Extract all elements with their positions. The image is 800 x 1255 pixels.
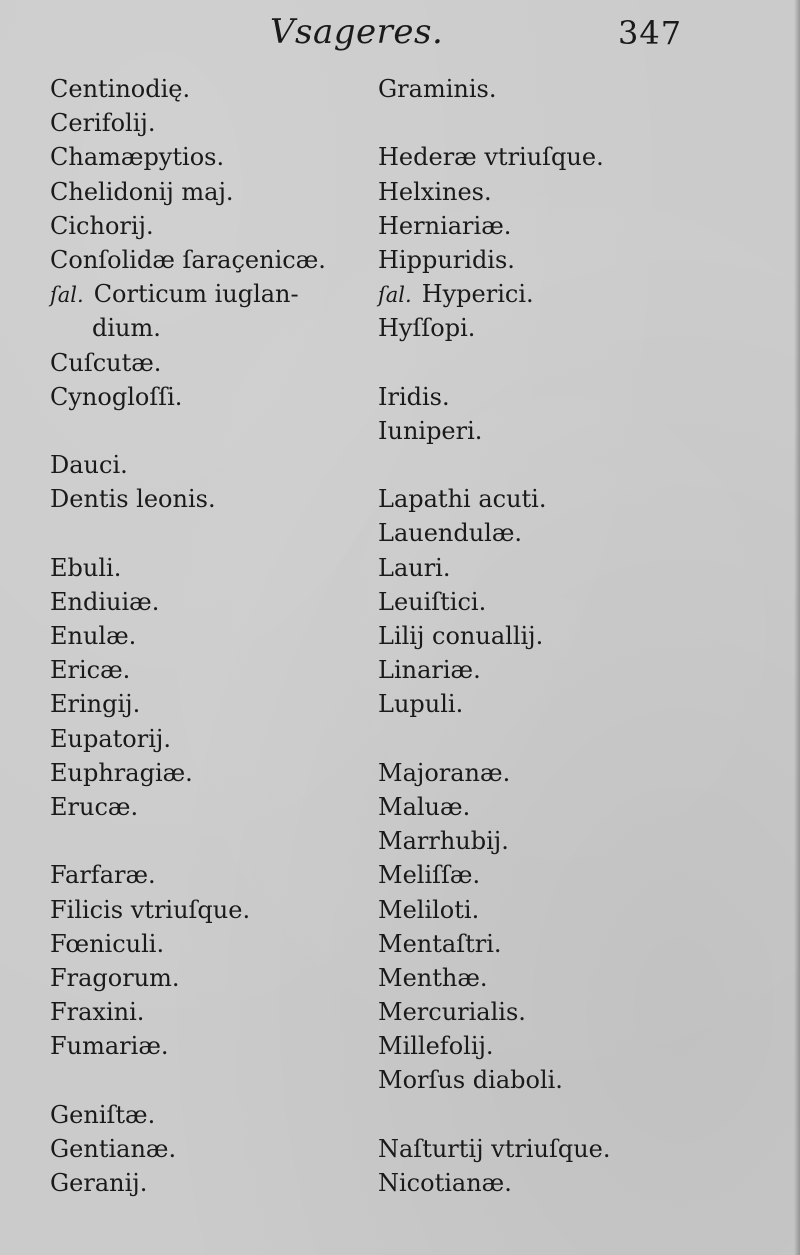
list-item [378, 619, 738, 653]
list-spacer [50, 414, 410, 448]
running-header-title: Vsageres. [270, 12, 444, 52]
entry-text: Naſturtij vtriuſque. [378, 1134, 611, 1163]
list-item [50, 175, 410, 209]
list-item [50, 1098, 410, 1132]
list-item [378, 893, 738, 927]
list-item [50, 72, 410, 106]
list-item [50, 619, 410, 653]
entry-text: Cerifolij. [50, 109, 156, 138]
entry-text: Lapathi acuti. [378, 485, 547, 514]
entry-text: Leuiſtici. [378, 587, 487, 616]
entry-text: Morſus diaboli. [378, 1066, 563, 1095]
list-item [378, 961, 738, 995]
list-item [378, 1063, 738, 1097]
entry-text: Nicotianæ. [378, 1169, 512, 1197]
entry-text: Endiuiæ. [50, 587, 160, 616]
entry-text: Fumariæ. [50, 1032, 169, 1061]
entry-prefix: ſal. [378, 283, 412, 308]
entry-text: Herniariæ. [378, 211, 512, 240]
list-item [50, 482, 410, 516]
entry-text: Linariæ. [378, 656, 481, 685]
list-spacer [378, 106, 738, 140]
list-item [378, 858, 738, 892]
entry-text: Chelidonij maj. [50, 177, 234, 206]
entry-text: Filicis vtriuſque. [50, 895, 251, 924]
list-item [50, 927, 410, 961]
list-spacer [50, 516, 410, 550]
entry-text: Marrhubij. [378, 827, 509, 856]
list-spacer [378, 448, 738, 482]
entry-text: Lilij conuallij. [378, 622, 544, 650]
right-column-list [378, 72, 738, 1200]
entry-text: Geniſtæ. [50, 1100, 156, 1129]
list-item [378, 1029, 738, 1063]
entry-text: Menthæ. [378, 963, 488, 992]
entry-text: Lauendulæ. [378, 519, 523, 548]
entry-text: Conſolidæ ſaraçenicæ. [50, 245, 326, 274]
list-item [378, 1132, 738, 1166]
entry-text: Hederæ vtriuſque. [378, 143, 604, 172]
entry-text: Hyperici. [421, 280, 534, 309]
entry-text: Iridis. [378, 382, 450, 411]
list-item [50, 448, 410, 482]
list-item [50, 380, 410, 414]
entry-text: Hyſſopi. [378, 314, 476, 343]
list-item [378, 516, 738, 550]
list-spacer [378, 722, 738, 756]
list-item [50, 551, 410, 585]
entry-text: Corticum iuglan- [93, 280, 299, 309]
list-item [50, 106, 410, 140]
list-item [50, 209, 410, 243]
entry-text: Fraxini. [50, 998, 145, 1027]
entry-text: Iuniperi. [378, 416, 483, 445]
entry-text: Helxines. [378, 177, 492, 206]
list-item [378, 140, 738, 174]
entry-text: Eringij. [50, 690, 141, 719]
entry-text: Gentianæ. [50, 1134, 177, 1163]
list-item [378, 551, 738, 585]
list-spacer [378, 346, 738, 380]
list-spacer [50, 1063, 410, 1097]
list-item [378, 311, 738, 345]
entry-text: Dauci. [50, 451, 128, 480]
entry-text: Graminis. [378, 75, 497, 103]
list-item [378, 824, 738, 858]
list-item [378, 995, 738, 1029]
entry-text: Dentis leonis. [50, 485, 216, 514]
list-spacer [378, 1098, 738, 1132]
entry-text: Lauri. [378, 553, 451, 582]
list-item [378, 790, 738, 824]
entry-text: Fœniculi. [50, 929, 165, 958]
list-item [50, 140, 410, 174]
entry-text: Ericæ. [50, 656, 131, 685]
list-item [378, 175, 738, 209]
list-item [50, 346, 410, 380]
list-item [378, 1166, 738, 1200]
entry-text: Maluæ. [378, 792, 471, 821]
list-item [50, 722, 410, 756]
entry-prefix: ſal. [50, 283, 84, 308]
list-item [50, 653, 410, 687]
entry-text: Mercurialis. [378, 998, 526, 1027]
entry-text: Millefolij. [378, 1032, 494, 1061]
list-item [378, 277, 738, 311]
entry-text: Meliloti. [378, 895, 480, 924]
entry-text: Ebuli. [50, 553, 122, 582]
entry-text: Mentaſtri. [378, 929, 502, 958]
list-item [50, 687, 410, 721]
list-item [378, 756, 738, 790]
entry-text: Enulæ. [50, 622, 137, 650]
list-item [50, 243, 410, 277]
entry-text: Centinodię. [50, 75, 191, 103]
list-item [378, 209, 738, 243]
entry-text: Farfaræ. [50, 861, 156, 890]
list-item [378, 653, 738, 687]
list-item [50, 1166, 410, 1200]
entry-text: Eupatorij. [50, 724, 171, 753]
list-item [50, 585, 410, 619]
page-edge-shadow [794, 0, 800, 1255]
list-item [50, 311, 410, 345]
list-item [50, 277, 410, 311]
list-item [50, 756, 410, 790]
list-item [378, 243, 738, 277]
entry-text: Chamæpytios. [50, 143, 225, 172]
entry-text: Hippuridis. [378, 245, 515, 274]
entry-text: Fragorum. [50, 963, 180, 992]
entry-text: Euphragiæ. [50, 758, 193, 787]
entry-text: Meliſſæ. [378, 861, 481, 890]
page-number: 347 [618, 14, 683, 52]
list-item [50, 790, 410, 824]
entry-text: Lupuli. [378, 690, 464, 719]
entry-text: Majoranæ. [378, 758, 511, 787]
list-item [378, 72, 738, 106]
list-item [50, 893, 410, 927]
list-item [50, 995, 410, 1029]
left-column-list [50, 72, 410, 1200]
list-item [378, 482, 738, 516]
list-spacer [50, 824, 410, 858]
list-item [378, 585, 738, 619]
list-item [50, 961, 410, 995]
list-item [50, 1029, 410, 1063]
list-item [50, 858, 410, 892]
list-item [50, 1132, 410, 1166]
entry-text: Erucæ. [50, 792, 139, 821]
entry-text: Cichorij. [50, 211, 154, 240]
list-item [378, 380, 738, 414]
entry-text: dium. [92, 314, 161, 343]
list-item [378, 927, 738, 961]
entry-text: Cuſcutæ. [50, 348, 162, 377]
entry-text: Geranij. [50, 1169, 148, 1197]
list-item [378, 687, 738, 721]
entry-text: Cynogloſſi. [50, 382, 183, 411]
list-item [378, 414, 738, 448]
